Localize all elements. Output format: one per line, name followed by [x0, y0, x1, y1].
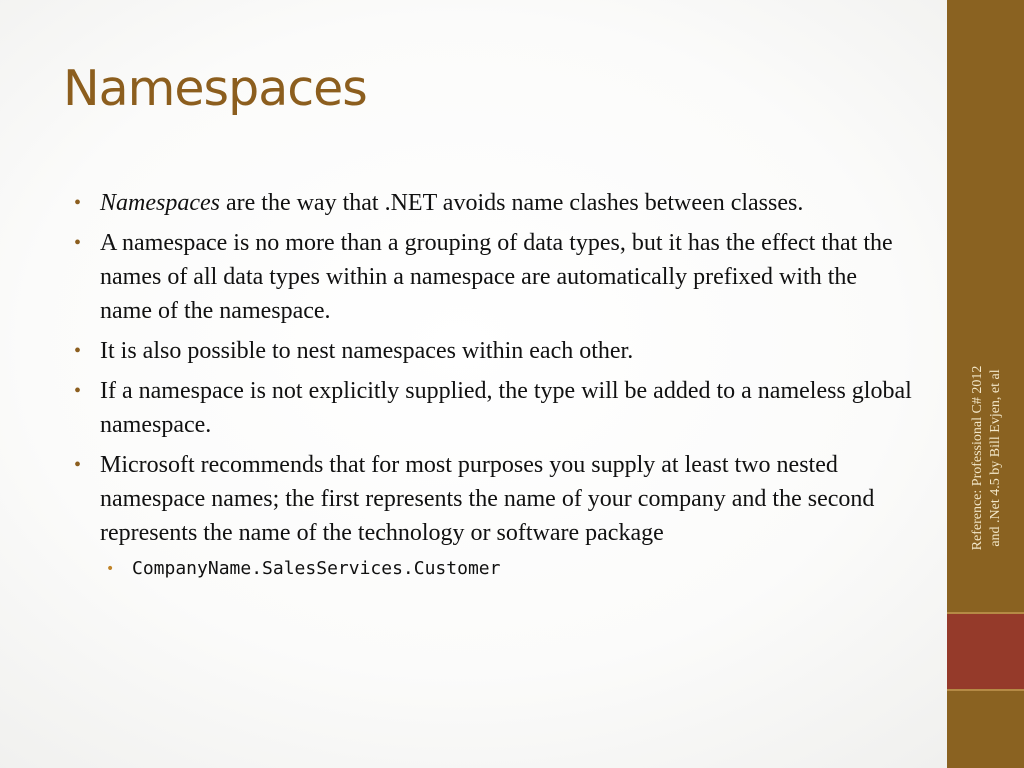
bullet-icon: • — [74, 454, 82, 476]
reference-line-1: Reference: Professional C# 2012 — [970, 365, 985, 551]
sub-bullet-list — [100, 556, 912, 582]
code-example: CompanyName.SalesServices.Customer — [132, 558, 501, 579]
sub-bullet-icon: • — [106, 561, 115, 577]
bullet-text: Microsoft recommends that for most purposes you supply at least two nested namespace names; the first represents the name of your company and the second represents the name of the technology or software package — [100, 452, 875, 546]
bullet-item — [72, 334, 912, 368]
bullet-icon: • — [74, 380, 82, 402]
sidebar-divider-bottom — [947, 689, 1024, 691]
bullet-text: If a namespace is not explicitly supplied, the type will be added to a nameless global namespace. — [100, 378, 912, 438]
bullet-icon: • — [74, 192, 82, 214]
bullet-item — [72, 374, 912, 442]
bullet-list — [72, 186, 912, 582]
sub-bullet-item — [100, 556, 912, 582]
reference-line-2: and .Net 4.5 by Bill Evjen, et al — [988, 369, 1003, 547]
bullet-text: It is also possible to nest namespaces within each other. — [100, 338, 634, 364]
bullet-item — [72, 226, 912, 328]
bullet-icon: • — [74, 340, 82, 362]
sidebar-divider-top — [947, 612, 1024, 614]
bullet-text: are the way that .NET avoids name clashes between classes. — [219, 190, 804, 216]
bullet-item — [72, 448, 912, 582]
bullet-icon: • — [74, 232, 82, 254]
bullet-item — [72, 186, 912, 220]
slide-title: Namespaces — [63, 60, 367, 117]
bullet-emphasis: Namespaces — [100, 190, 220, 216]
reference-note — [969, 323, 1005, 593]
bullet-text: A namespace is no more than a grouping of data types, but it has the effect that the names of all data types within a namespace are automatically prefixed with the name of the namespace. — [100, 230, 893, 324]
slide-content — [72, 186, 912, 588]
sidebar-accent-block — [947, 614, 1024, 689]
